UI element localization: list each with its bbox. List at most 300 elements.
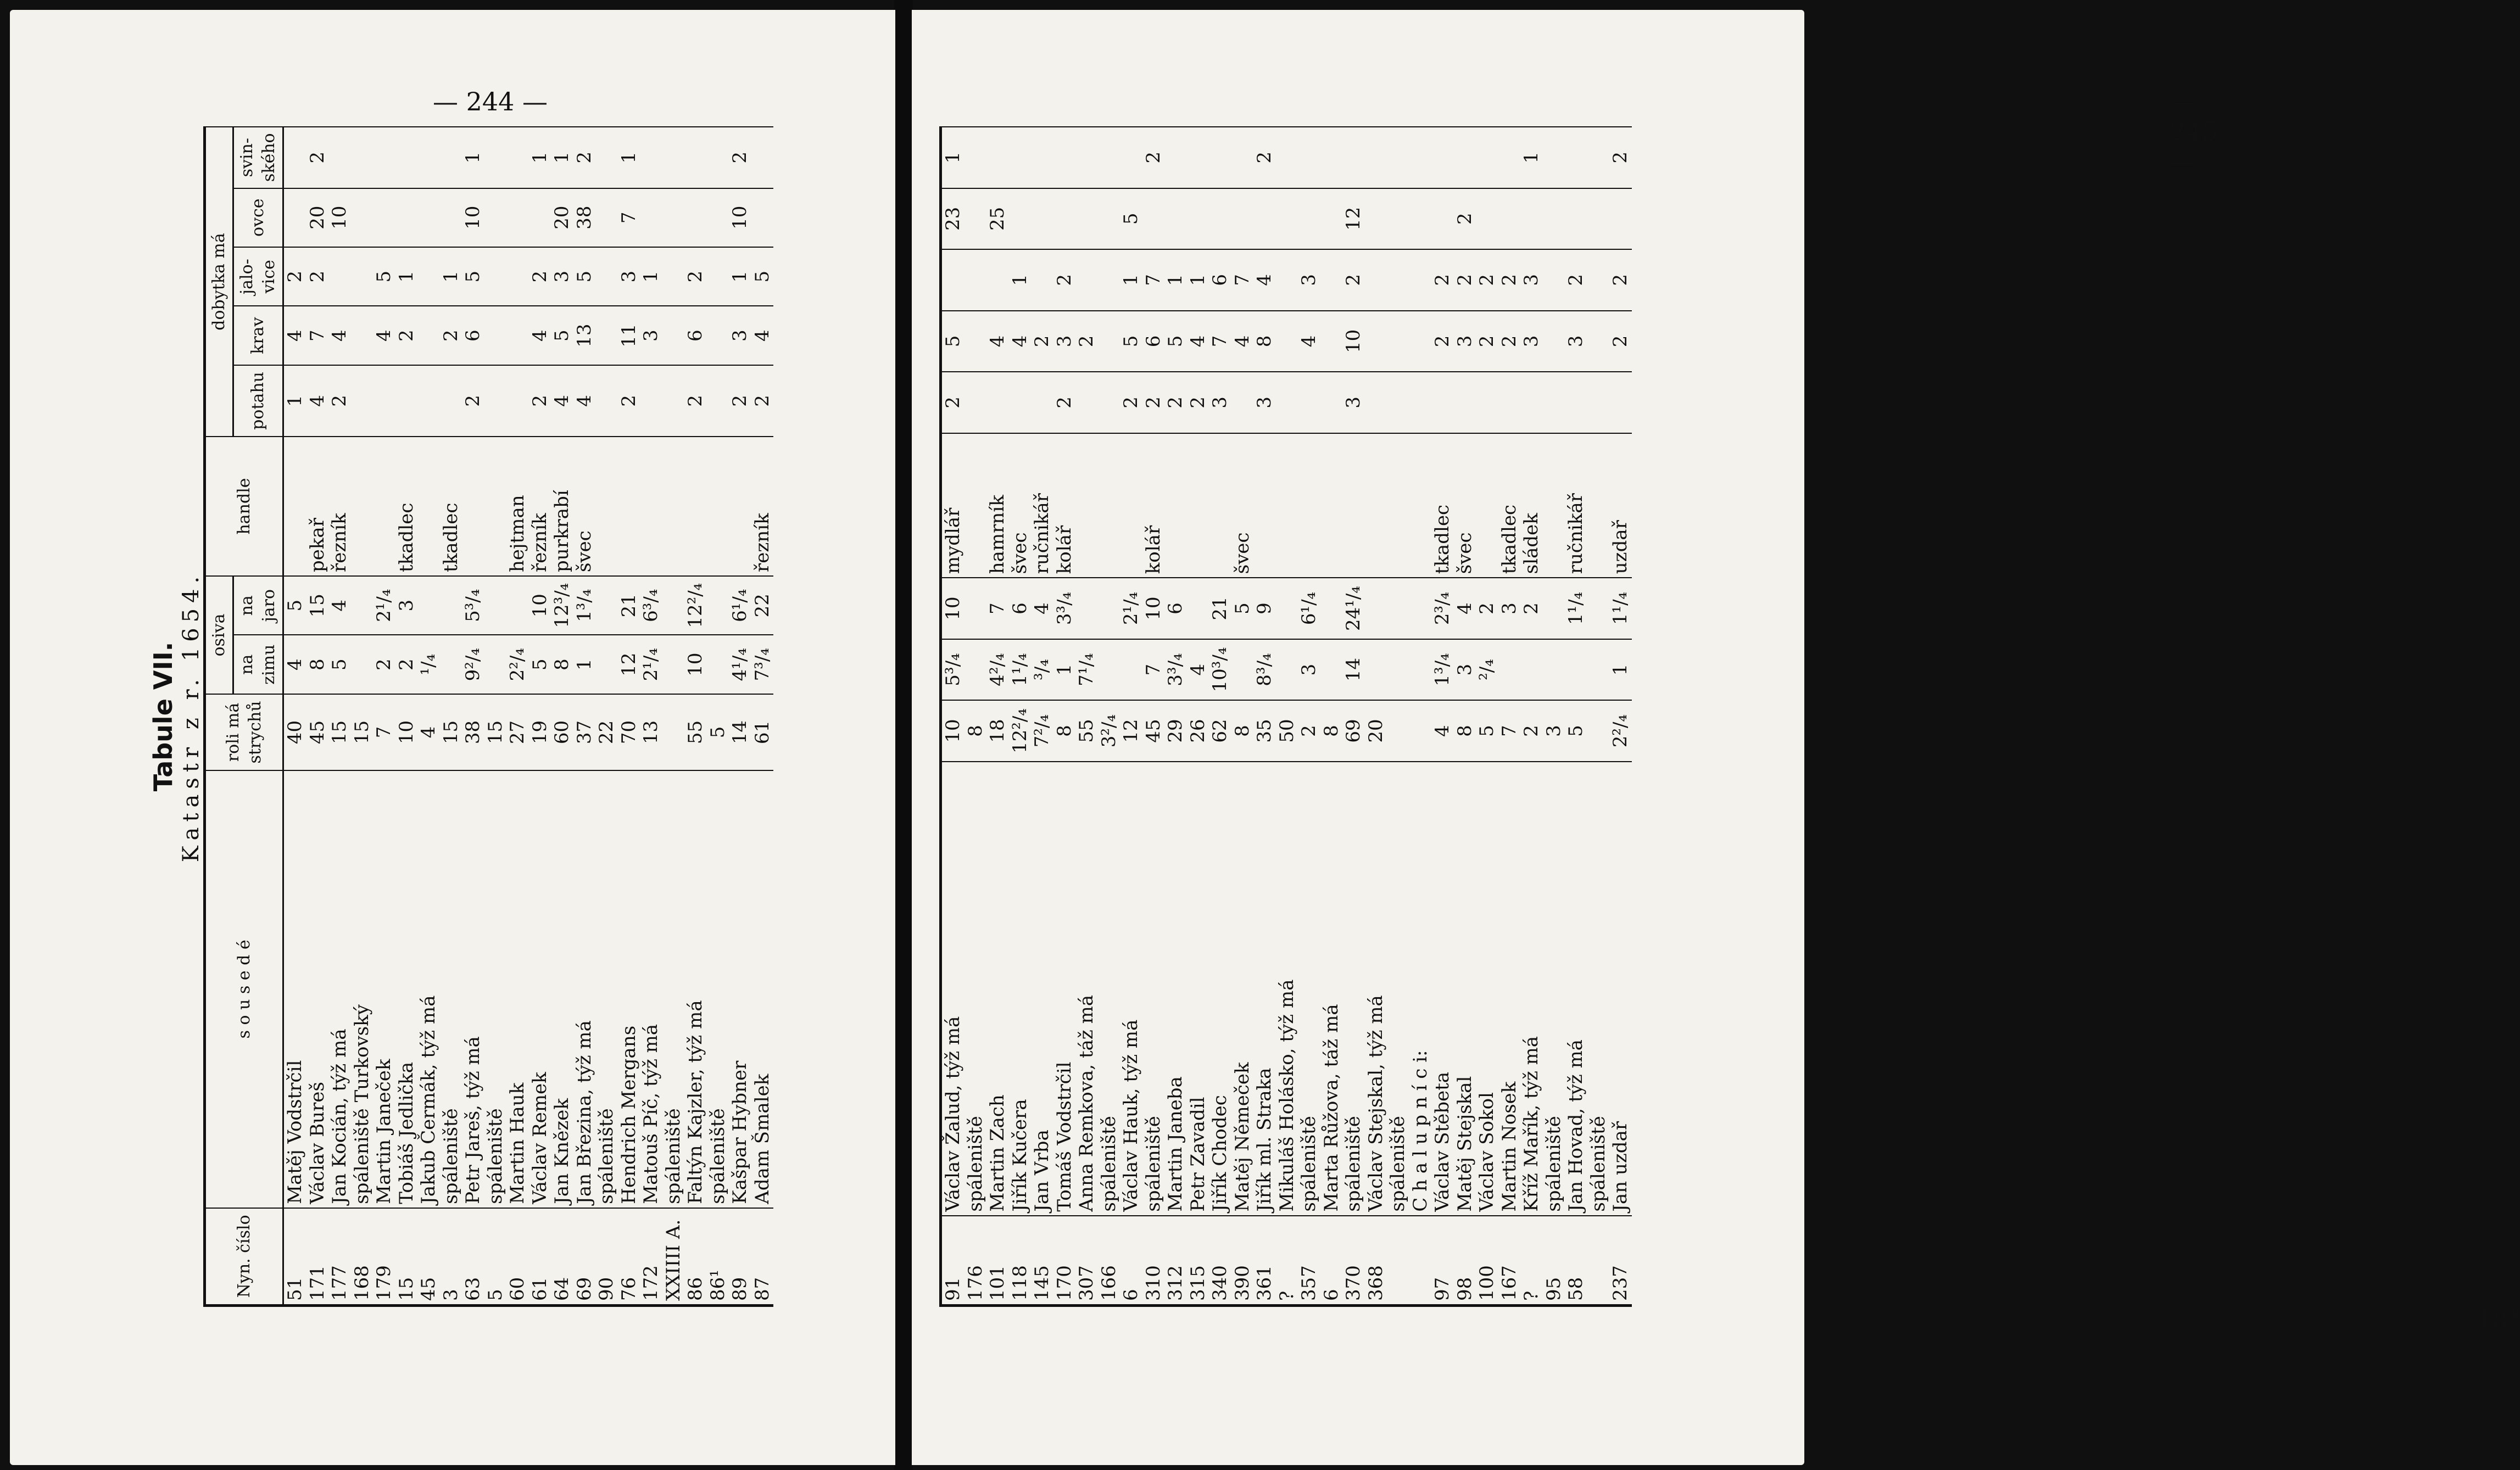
cell-krav xyxy=(1276,311,1298,372)
cell-num: 361 xyxy=(1253,1216,1276,1306)
cell-zimu: 3 xyxy=(1298,639,1320,701)
cell-jal xyxy=(1587,249,1610,311)
cell-potahu xyxy=(1565,372,1587,433)
cell-roli: 5 xyxy=(1565,700,1587,762)
cell-jal: 5 xyxy=(751,247,774,306)
cell-jal: 2 xyxy=(1476,249,1498,311)
cell-krav: 4 xyxy=(986,311,1009,372)
cell-jal: 5 xyxy=(573,247,596,306)
table-row xyxy=(1187,127,1209,1306)
cell-ovce: 23 xyxy=(941,188,964,250)
cell-jal xyxy=(707,247,729,306)
cell-krav xyxy=(1387,311,1409,372)
cell-ovce xyxy=(1409,188,1432,250)
cell-krav: 3 xyxy=(1565,311,1587,372)
cell-roli: 7 xyxy=(1498,700,1521,762)
cell-ovce: 20 xyxy=(551,188,573,247)
cell-roli: 15 xyxy=(351,694,373,770)
table-row xyxy=(662,127,685,1306)
table-row xyxy=(1565,127,1587,1306)
cell-jal: 3 xyxy=(1520,249,1543,311)
header-winter: na zimu xyxy=(233,635,283,694)
cell-svin xyxy=(964,127,987,188)
cell-potahu: 4 xyxy=(306,365,329,437)
cell-krav xyxy=(707,306,729,365)
cell-potahu xyxy=(1454,372,1476,433)
cell-zimu: ³/₄ xyxy=(1031,639,1053,701)
header-seed: osiva xyxy=(205,576,233,694)
cell-ovce xyxy=(1609,188,1632,250)
cell-handle: švec xyxy=(1231,433,1254,578)
table-row xyxy=(328,127,351,1306)
cell-zimu: ¹/₄ xyxy=(417,635,440,694)
cell-zimu: 7³/₄ xyxy=(751,635,774,694)
cell-jaro: 10 xyxy=(529,576,551,635)
cell-num: 390 xyxy=(1231,1216,1254,1306)
cell-roli xyxy=(662,694,685,770)
cell-handle xyxy=(351,437,373,576)
cell-handle xyxy=(1409,433,1432,578)
cell-handle: švec xyxy=(573,437,596,576)
cell-potahu: 2 xyxy=(751,365,774,437)
cell-krav xyxy=(484,306,507,365)
cell-jaro: 10 xyxy=(941,578,964,639)
left-page-number: — 244 — xyxy=(433,87,548,116)
cell-ovce: 20 xyxy=(306,188,329,247)
cell-jal: 6 xyxy=(1209,249,1231,311)
cell-zimu xyxy=(662,635,685,694)
cell-jaro: 2¹/₄ xyxy=(373,576,395,635)
cell-roli: 2 xyxy=(1520,700,1543,762)
cell-krav: 3 xyxy=(729,306,751,365)
table-row xyxy=(1231,127,1254,1306)
cell-jaro xyxy=(595,576,618,635)
cell-name: spáleniště xyxy=(1098,762,1120,1216)
cell-handle xyxy=(1298,433,1320,578)
cell-roli: 62 xyxy=(1209,700,1231,762)
cell-krav: 3 xyxy=(640,306,662,365)
cell-jal: 1 xyxy=(729,247,751,306)
cell-ovce xyxy=(1543,188,1565,250)
cell-roli: 7²/₄ xyxy=(1031,700,1053,762)
cell-handle xyxy=(707,437,729,576)
cell-name: Jan Hovad, týž má xyxy=(1565,762,1587,1216)
header-cows: krav xyxy=(233,306,283,365)
cell-handle: tkadlec xyxy=(1431,433,1454,578)
cell-potahu xyxy=(662,365,685,437)
cell-krav xyxy=(1365,311,1387,372)
cell-krav: 6 xyxy=(1142,311,1165,372)
cell-num: 87 xyxy=(751,1208,774,1306)
cell-potahu xyxy=(1075,372,1098,433)
cell-name: spáleniště xyxy=(484,770,507,1208)
cell-num: 98 xyxy=(1454,1216,1476,1306)
cell-jaro xyxy=(964,578,987,639)
cell-krav: 2 xyxy=(1476,311,1498,372)
cell-svin xyxy=(1187,127,1209,188)
cell-num: 5 xyxy=(484,1208,507,1306)
cell-krav: 2 xyxy=(440,306,462,365)
cell-roli: 15 xyxy=(440,694,462,770)
cell-name: Martin Zach xyxy=(986,762,1009,1216)
cell-zimu xyxy=(595,635,618,694)
cell-roli: 8 xyxy=(1231,700,1254,762)
cell-jal: 2 xyxy=(1609,249,1632,311)
table-row xyxy=(462,127,484,1306)
cell-handle: švec xyxy=(1454,433,1476,578)
cell-jaro xyxy=(484,576,507,635)
cell-zimu: 8 xyxy=(551,635,573,694)
header-livestock: dobytka má xyxy=(205,127,233,437)
cell-zimu: 1 xyxy=(1053,639,1076,701)
header-trade: handle xyxy=(205,437,283,576)
cell-ovce: 10 xyxy=(462,188,484,247)
cell-roli: 3 xyxy=(1543,700,1565,762)
cell-name: Martin Nosek xyxy=(1498,762,1521,1216)
cell-num: 166 xyxy=(1098,1216,1120,1306)
table-row xyxy=(529,127,551,1306)
cell-num: 89 xyxy=(729,1208,751,1306)
cell-zimu: 9²/₄ xyxy=(462,635,484,694)
cell-name: Hendrich Mergans xyxy=(618,770,640,1208)
cell-potahu xyxy=(640,365,662,437)
cell-zimu: 10 xyxy=(684,635,707,694)
cell-name: spáleniště xyxy=(595,770,618,1208)
cell-jal xyxy=(484,247,507,306)
cell-jaro: 21 xyxy=(1209,578,1231,639)
cell-jaro xyxy=(662,576,685,635)
header-fields: roli má strychů xyxy=(205,694,283,770)
cell-zimu: 5³/₄ xyxy=(941,639,964,701)
cell-jal xyxy=(662,247,685,306)
cell-potahu xyxy=(1609,372,1632,433)
cell-potahu xyxy=(1409,372,1432,433)
cell-krav: 4 xyxy=(1187,311,1209,372)
cell-jaro: 1¹/₄ xyxy=(1609,578,1632,639)
cell-ovce xyxy=(1298,188,1320,250)
cell-jal: 3 xyxy=(551,247,573,306)
cell-num: 177 xyxy=(328,1208,351,1306)
cell-zimu: 3 xyxy=(1454,639,1476,701)
cell-jaro: 1¹/₄ xyxy=(1565,578,1587,639)
cell-name: spáleniště xyxy=(1587,762,1610,1216)
cell-ovce xyxy=(1587,188,1610,250)
cell-jal xyxy=(506,247,529,306)
cell-potahu xyxy=(1587,372,1610,433)
cell-handle: hamrník xyxy=(986,433,1009,578)
table-body-right xyxy=(941,127,1632,1306)
cell-jaro xyxy=(1098,578,1120,639)
cell-potahu xyxy=(1520,372,1543,433)
cell-handle xyxy=(595,437,618,576)
cell-zimu: 2²/₄ xyxy=(506,635,529,694)
table-row xyxy=(1053,127,1076,1306)
cell-jaro xyxy=(1387,578,1409,639)
cell-name: Jan Knězek xyxy=(551,770,573,1208)
cell-name: Matěj Němeček xyxy=(1231,762,1254,1216)
cell-jal: 2 xyxy=(1342,249,1365,311)
cell-handle xyxy=(1365,433,1387,578)
cell-potahu xyxy=(964,372,987,433)
cell-ovce xyxy=(751,188,774,247)
cell-roli: 4 xyxy=(417,694,440,770)
cell-ovce xyxy=(964,188,987,250)
cell-num: 51 xyxy=(283,1208,306,1306)
cell-jaro: 12³/₄ xyxy=(551,576,573,635)
cell-roli: 8 xyxy=(1454,700,1476,762)
cell-potahu: 2 xyxy=(328,365,351,437)
cell-potahu: 2 xyxy=(684,365,707,437)
cell-name: Martin Hauk xyxy=(506,770,529,1208)
cell-potahu xyxy=(1098,372,1120,433)
cell-potahu xyxy=(1498,372,1521,433)
table-title: Tabule VII. xyxy=(148,641,178,792)
cell-krav: 3 xyxy=(1053,311,1076,372)
cell-name: Jan Březina, týž má xyxy=(573,770,596,1208)
cell-zimu: 1¹/₄ xyxy=(1009,639,1032,701)
cell-zimu: 5 xyxy=(529,635,551,694)
cell-krav xyxy=(595,306,618,365)
cell-num: 3 xyxy=(440,1208,462,1306)
cell-svin xyxy=(506,127,529,188)
cell-name: Václav Stejskal, týž má xyxy=(1365,762,1387,1216)
cell-roli: 12²/₄ xyxy=(1009,700,1032,762)
cell-krav: 2 xyxy=(1431,311,1454,372)
cell-handle xyxy=(1543,433,1565,578)
table-row xyxy=(1276,127,1298,1306)
cell-potahu xyxy=(1231,372,1254,433)
cell-handle xyxy=(1253,433,1276,578)
cell-jaro: 6 xyxy=(1164,578,1187,639)
cell-num: 90 xyxy=(595,1208,618,1306)
cell-roli: 2²/₄ xyxy=(1609,700,1632,762)
cell-svin: 2 xyxy=(306,127,329,188)
cell-zimu xyxy=(1409,639,1432,701)
cell-ovce: 2 xyxy=(1454,188,1476,250)
cell-potahu xyxy=(506,365,529,437)
cell-name: Václav Remek xyxy=(529,770,551,1208)
table-row xyxy=(1365,127,1387,1306)
cell-name: spáleniště Turkovský xyxy=(351,770,373,1208)
cell-svin: 1 xyxy=(551,127,573,188)
cell-handle xyxy=(618,437,640,576)
cell-handle: mydlář xyxy=(941,433,964,578)
cell-zimu: 4²/₄ xyxy=(986,639,1009,701)
cell-ovce xyxy=(1031,188,1053,250)
table-row xyxy=(506,127,529,1306)
cell-potahu xyxy=(986,372,1009,433)
table-row xyxy=(707,127,729,1306)
cell-ovce xyxy=(1098,188,1120,250)
table-row xyxy=(1454,127,1476,1306)
cell-krav xyxy=(964,311,987,372)
cell-potahu xyxy=(484,365,507,437)
cell-num: 91 xyxy=(941,1216,964,1306)
table-row xyxy=(1476,127,1498,1306)
cell-svin xyxy=(417,127,440,188)
cell-name: Matěj Vodstrčil xyxy=(283,770,306,1208)
cell-num: 167 xyxy=(1498,1216,1521,1306)
cell-potahu xyxy=(440,365,462,437)
cell-svin xyxy=(662,127,685,188)
cell-zimu: 4¹/₄ xyxy=(729,635,751,694)
cell-ovce xyxy=(417,188,440,247)
cell-zimu xyxy=(1365,639,1387,701)
cell-jal xyxy=(328,247,351,306)
table-row xyxy=(1009,127,1032,1306)
cell-zimu xyxy=(351,635,373,694)
cell-ovce xyxy=(1387,188,1409,250)
cell-jaro: 5 xyxy=(283,576,306,635)
cell-jal: 1 xyxy=(1187,249,1209,311)
cell-num: 170 xyxy=(1053,1216,1076,1306)
cell-krav: 5 xyxy=(941,311,964,372)
cell-name: Kašpar Hybner xyxy=(729,770,751,1208)
cell-jaro xyxy=(1075,578,1098,639)
cell-jaro xyxy=(440,576,462,635)
cell-jal xyxy=(941,249,964,311)
cell-name: Matěj Stejskal xyxy=(1454,762,1476,1216)
cell-krav xyxy=(351,306,373,365)
cell-ovce: 5 xyxy=(1120,188,1142,250)
cell-krav xyxy=(1587,311,1610,372)
header-pigs: svin-ského xyxy=(233,127,283,188)
cell-roli: 13 xyxy=(640,694,662,770)
cell-name: spáleniště xyxy=(1142,762,1165,1216)
cell-handle: ručnikář xyxy=(1565,433,1587,578)
cell-svin xyxy=(1342,127,1365,188)
cell-roli: 55 xyxy=(684,694,707,770)
table-row xyxy=(986,127,1009,1306)
cell-jal: 7 xyxy=(1142,249,1165,311)
cell-jaro xyxy=(1187,578,1209,639)
cell-ovce xyxy=(1565,188,1587,250)
cell-zimu xyxy=(1543,639,1565,701)
cell-zimu xyxy=(1387,639,1409,701)
cell-handle: řezník xyxy=(751,437,774,576)
cell-num: 168 xyxy=(351,1208,373,1306)
cell-jaro xyxy=(1365,578,1387,639)
cell-jaro: 2³/₄ xyxy=(1431,578,1454,639)
cell-num: ? xyxy=(1276,1216,1298,1306)
cell-jaro: 12²/₄ xyxy=(684,576,707,635)
cell-jaro: 15 xyxy=(306,576,329,635)
cell-jaro xyxy=(707,576,729,635)
cell-krav: 2 xyxy=(395,306,418,365)
cell-num: 172 xyxy=(640,1208,662,1306)
cell-jal: 1 xyxy=(440,247,462,306)
cell-krav: 13 xyxy=(573,306,596,365)
cell-potahu: 2 xyxy=(941,372,964,433)
cell-jal: 1 xyxy=(1009,249,1032,311)
cell-num: 69 xyxy=(573,1208,596,1306)
cell-jal xyxy=(1543,249,1565,311)
cell-zimu xyxy=(1120,639,1142,701)
cell-handle xyxy=(1098,433,1120,578)
cell-krav: 2 xyxy=(1075,311,1098,372)
cell-zimu xyxy=(1587,639,1610,701)
header-spring: na jaro xyxy=(233,576,283,635)
cell-potahu xyxy=(417,365,440,437)
cell-jaro xyxy=(1320,578,1343,639)
cell-svin xyxy=(1276,127,1298,188)
cell-num: 60 xyxy=(506,1208,529,1306)
cell-svin xyxy=(707,127,729,188)
cell-name: Václav Bureš xyxy=(306,770,329,1208)
cell-handle xyxy=(283,437,306,576)
cell-ovce xyxy=(1142,188,1165,250)
cell-name: spáleniště xyxy=(440,770,462,1208)
table-row xyxy=(1498,127,1521,1306)
cell-handle: tkadlec xyxy=(440,437,462,576)
cell-ovce xyxy=(1520,188,1543,250)
table-row xyxy=(1431,127,1454,1306)
cell-name: Tomáš Vodstrčil xyxy=(1053,762,1076,1216)
cell-handle xyxy=(640,437,662,576)
cell-handle xyxy=(462,437,484,576)
cell-jal: 3 xyxy=(618,247,640,306)
cell-potahu: 3 xyxy=(1209,372,1231,433)
right-table-rotated xyxy=(939,126,1725,1307)
cell-jal: 7 xyxy=(1231,249,1254,311)
cell-svin: 2 xyxy=(1142,127,1165,188)
cell-krav xyxy=(506,306,529,365)
cell-jal: 1 xyxy=(1120,249,1142,311)
cell-num: 63 xyxy=(462,1208,484,1306)
cell-jaro: 22 xyxy=(751,576,774,635)
cell-potahu: 2 xyxy=(1164,372,1187,433)
cell-krav: 4 xyxy=(328,306,351,365)
cell-svin: 1 xyxy=(529,127,551,188)
cell-jal: 5 xyxy=(462,247,484,306)
cell-name: spáleniště xyxy=(1298,762,1320,1216)
cell-ovce xyxy=(707,188,729,247)
cell-num: 45 xyxy=(417,1208,440,1306)
cell-handle: uzdař xyxy=(1609,433,1632,578)
cell-ovce: 10 xyxy=(729,188,751,247)
cell-potahu: 2 xyxy=(462,365,484,437)
cell-krav: 2 xyxy=(1609,311,1632,372)
cell-svin xyxy=(283,127,306,188)
cell-potahu: 3 xyxy=(1342,372,1365,433)
cell-name: Václav Hauk, týž má xyxy=(1120,762,1142,1216)
cell-roli: 15 xyxy=(328,694,351,770)
cell-svin: 2 xyxy=(1253,127,1276,188)
cell-name: Martin Janeba xyxy=(1164,762,1187,1216)
cell-potahu xyxy=(1431,372,1454,433)
cell-name: Petr Jareš, týž má xyxy=(462,770,484,1208)
cell-handle xyxy=(484,437,507,576)
cell-ovce xyxy=(1253,188,1276,250)
cell-jal xyxy=(1031,249,1053,311)
cell-potahu xyxy=(1298,372,1320,433)
cell-zimu: 3³/₄ xyxy=(1164,639,1187,701)
cell-potahu: 4 xyxy=(573,365,596,437)
cell-potahu: 3 xyxy=(1253,372,1276,433)
cell-name: Matouš Píč, týž má xyxy=(640,770,662,1208)
table-row xyxy=(1031,127,1053,1306)
table-row xyxy=(551,127,573,1306)
cell-krav xyxy=(417,306,440,365)
cell-roli: 2 xyxy=(1298,700,1320,762)
cell-roli: 61 xyxy=(751,694,774,770)
cell-name: C h a l u p n í c i: xyxy=(1409,762,1432,1216)
cell-roli: 35 xyxy=(1253,700,1276,762)
cell-svin xyxy=(1164,127,1187,188)
cell-potahu xyxy=(395,365,418,437)
cell-zimu xyxy=(707,635,729,694)
cell-svin xyxy=(640,127,662,188)
